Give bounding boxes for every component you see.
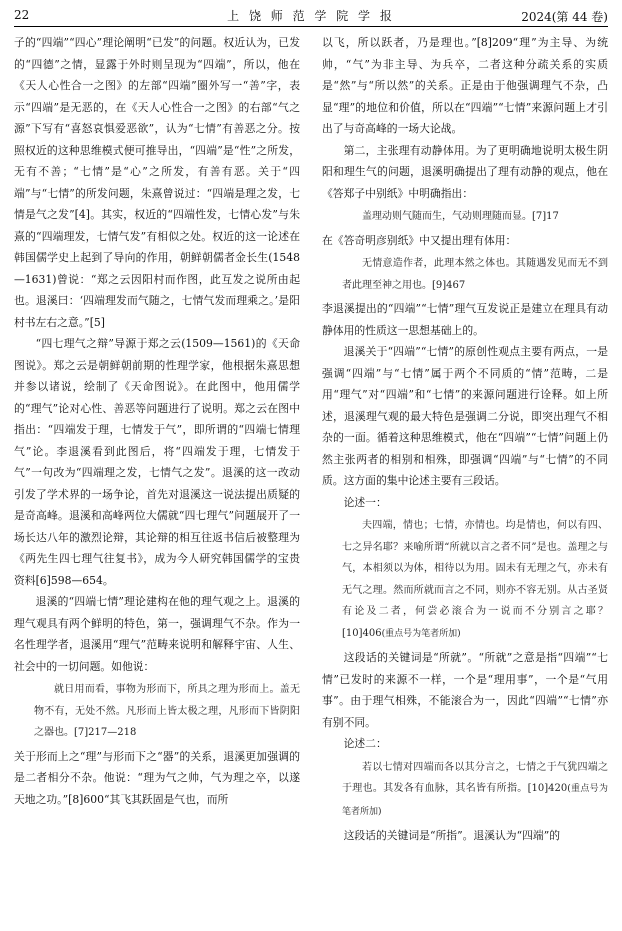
left-column: [14, 32, 300, 928]
block-quote: 无情意造作者，此理本然之体也。其随遇发见而无不到者此理至神之用也。[9]467: [342, 258, 608, 291]
journal-title: 上 饶 师 范 学 院 学 报: [227, 9, 395, 23]
block-quote: [342, 757, 608, 824]
quote-text: 夫四端，情也；七情，亦情也。均是情也，何以有四、七之异名耶？来喻所谓“所就以言之者不同”是也。盖理之与气，本相须以为体，相待以为用。固未有无理之气，亦未有无气之理。然而所就而言之不同，则亦不容无别。从古圣贤有论及二者，何尝必滚合为一说而不分别言之耶？[10]406: [342, 520, 608, 639]
block-quote: [342, 515, 608, 645]
right-column: [322, 32, 608, 928]
paragraph: 第二，主张理有动静体用。为了更明确地说明太极生阴阳和理生气的问题，退溪明确提出了理有动静的观点，他在《答郑子中别纸》中明确指出：: [322, 143, 608, 200]
emphasis-note: (重点号为笔者所加): [342, 784, 608, 817]
paragraph: “四七理气之辩”导源于郑之云(1509—1561)的《天命图说》。郑之云是朝鲜朝前期的性理学家，他根据朱熹思想并参以诸说，绘制了《天命图说》。在此图中，他用儒学的“理气”论对心性、善恶等问题进行了说明。郑之云在图中指出：“四端发于理，七情发于气”，即所谓的“四端七情理气”论。李退溪看到此图后，将“四端发于理，七情发于气”一句改为“四端理之发，七情气之发”。退溪的这一改动引发了学术界的一场争论，首先对退溪这一说法提出质疑的是奇高峰。退溪和高峰两位大儒就“四七理气”问题展开了一场长达八年的激烈论辩，其论辩的相互往返书信后被整理为《两先生四七理气往复书》，成为今人研究韩国儒学的宝贵资料[6]598—654。: [14, 337, 300, 587]
quote-text: 若以七情对四端而各以其分言之，七情之于气犹四端之于理也。其发各有血脉，其名皆有所指。[10]420: [342, 761, 608, 794]
emphasis-note: (重点号为笔者所加): [381, 628, 461, 639]
paragraph: 这段话的关键词是“所指”。退溪认为“四端”的: [343, 829, 561, 842]
paragraph: 退溪的“四端七情”理论建构在他的理气观之上。退溪的理气观具有两个鲜明的特色，第一，强调理气不杂。作为一名性理学者，退溪用“理气”范畴来说明和解释宇宙、人生、社会中的一切问题。如他说：: [14, 595, 300, 673]
paragraph: 关于形而上之“理”与形而下之“器”的关系，退溪更加强调的是二者相分不杂。他说：“理为气之帅，气为理之卒，以遂天地之功。”[8]600“其飞其跃固是气也，而所: [14, 749, 300, 806]
paragraph: 退溪关于“四端”“七情”的原创性观点主要有两点，一是强调“四端”与“七情”属于两个不同质的“情”范畴，二是用“理气”对“四端”和“七情”的来源问题进行诠释。如上所述，退溪理气观的最大特色是强调二分说，即突出理气不相杂的一面。循着这种思维模式，他在“四端”“七情”问题上仍然主张两者的相别和相殊，即强调“四端”与“七情”的不同质。这方面的集中论述主要有三段话。: [322, 345, 608, 487]
paragraph: 子的“四端”“四心”理论阐明“已发”的问题。权近认为，已发的“四德”之情，显露于外时则呈现为“四端”，所以，他在《天人心性合一之图》的左部“四端”圈外写一“善”字，表示“四端”是无恶的，在《天人心性合一之图》的右部“气之源”下写有“喜怒哀惧爱恶欲”，认为“七情”有善恶之分。按照权近的这种思维模式便可推导出，“四端”是“性”之所发，无有不善；“七情”是“心”之所发，有善有恶。关于“四端”与“七情”的所发问题，朱熹曾说过：“四端是理之发，七情是气之发”[4]。其实，权近的“四端性发，七情心发”与朱熹的“四端理发，七情气发”有相似之处。权近的这一论述在韩国儒学史上起到了导向的作用，朝鲜朝儒者金长生(1548—1631)曾说：“郑之云因阳村而作图，此互发之说所由起也。退溪曰：‘四端理发而气随之，七情气发而理乘之。’是阳村书左右之意。”[5]: [14, 36, 300, 329]
paragraph: 在《答奇明彦别纸》中又提出理有体用：: [322, 233, 517, 247]
paragraph: 这段话的关键词是“所就”。“所就”之意是指“四端”“七情”已发时的来源不一样，一个是“理用事”，一个是“气用事”。由于理气相殊，不能滚合为一，因此“四端”“七情”亦有别不同。: [322, 651, 608, 729]
paragraph: 李退溪提出的“四端”“七情”理气互发说正是建立在理具有动静体用的性质这一思想基础上的。: [322, 302, 608, 337]
section-label: 论述二：: [343, 737, 387, 750]
page-number: 22: [14, 8, 30, 22]
paragraph: 以飞，所以跃者，乃是理也。”[8]209“理”为主导、为统帅，“气”为非主导、为兵卒，二者这种分疏关系的实质是“然”与“所以然”的关系。正是由于他强调理气不杂，凸显“理”的地位和价值，所以在“四端”“七情”来源问题上才引出了与奇高峰的一场大论战。: [322, 36, 608, 135]
page-header: [14, 4, 608, 27]
block-quote: 就日用而看，事物为形而下，所具之理为形而上。盖无物不有，无处不然。凡形而上皆太极之理，凡形而下皆阴阳之器也。[7]217—218: [34, 684, 300, 738]
block-quote: 盖理动则气随而生，气动则理随而显。[7]17: [362, 211, 559, 222]
section-label: 论述一：: [343, 495, 387, 509]
issue-info: 2024(第 44 卷): [521, 10, 608, 24]
